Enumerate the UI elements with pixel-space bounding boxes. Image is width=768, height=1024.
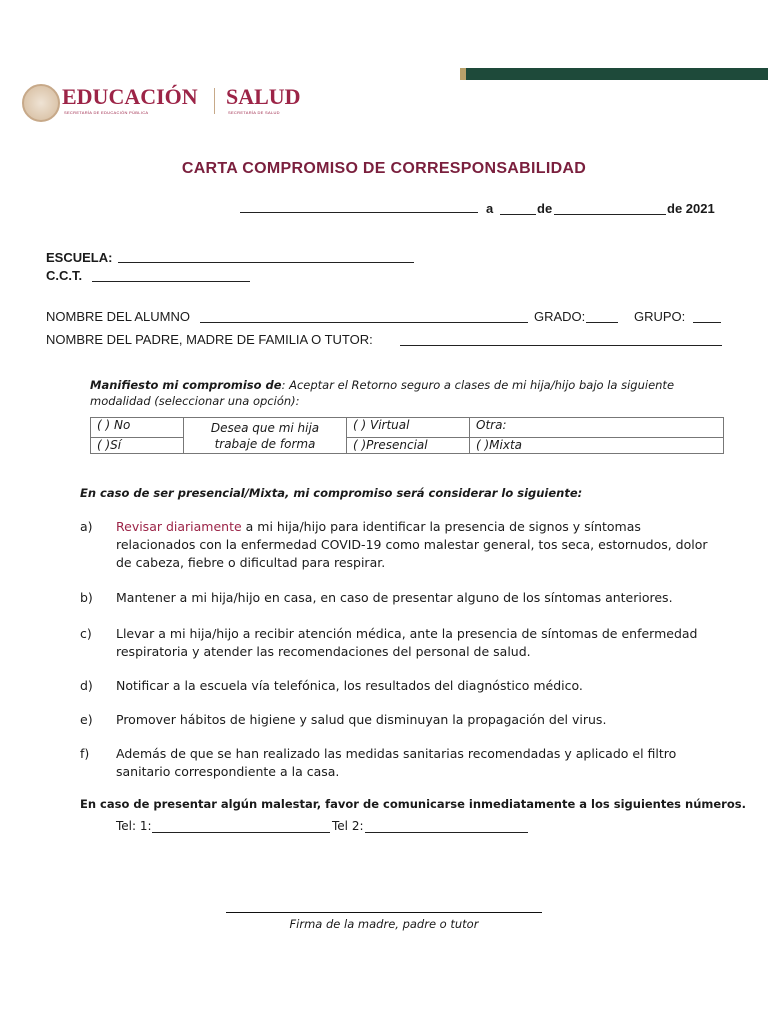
tel2-blank[interactable] xyxy=(365,832,528,833)
tel2-label: Tel 2: xyxy=(332,819,364,833)
item-text: a mi hija/hijo para identificar la presencia de signos y síntomas relacionados con la enfermedad COVID-19 como malestar general, tos seca, estornudos, dolor de cabeza, fiebre o dificultad para respirar. xyxy=(116,519,708,570)
education-logo-subtitle: SECRETARÍA DE EDUCACIÓN PÚBLICA xyxy=(64,110,149,115)
cct-blank[interactable] xyxy=(92,281,250,282)
list-item xyxy=(80,518,730,572)
date-de-label: de xyxy=(537,201,553,216)
option-otra[interactable]: Otra: xyxy=(470,418,724,438)
escuela-label: ESCUELA: xyxy=(46,250,113,265)
date-year-label: de 2021 xyxy=(667,201,715,216)
list-item xyxy=(80,711,730,729)
group-label: GRUPO: xyxy=(634,309,686,324)
presencial-heading: En caso de ser presencial/Mixta, mi compromiso será considerar lo siguiente: xyxy=(80,486,583,500)
option-presencial[interactable]: ( )Presencial xyxy=(347,438,470,454)
contact-heading: En caso de presentar algún malestar, favor de comunicarse inmediatamente a los siguientes números. xyxy=(80,797,746,811)
item-text: Notificar a la escuela vía telefónica, los resultados del diagnóstico médico. xyxy=(116,678,583,693)
tel1-blank[interactable] xyxy=(152,832,330,833)
item-text: Llevar a mi hija/hijo a recibir atención médica, ante la presencia de síntomas de enfermedad respiratoria y atender las recomendaciones del personal de salud. xyxy=(116,626,698,659)
commitment-line1: : Aceptar el Retorno seguro a clases de mi hija/hijo bajo la siguiente xyxy=(281,378,675,392)
item-letter: a) xyxy=(80,519,93,534)
option-no[interactable]: ( ) No xyxy=(91,418,184,438)
student-name-blank[interactable] xyxy=(200,322,528,323)
grade-label: GRADO: xyxy=(534,309,586,324)
health-logo-subtitle: SECRETARÍA DE SALUD xyxy=(228,110,280,115)
option-si[interactable]: ( )Sí xyxy=(91,438,184,454)
item-letter: e) xyxy=(80,712,93,727)
commitment-line2: modalidad (seleccionar una opción): xyxy=(90,394,300,408)
education-logo-text: EDUCACIÓN xyxy=(62,84,198,109)
tutor-name-blank[interactable] xyxy=(400,345,722,346)
list-item xyxy=(80,589,730,607)
tel1-label: Tel: 1: xyxy=(116,819,152,833)
grade-blank[interactable] xyxy=(586,322,618,323)
government-seal-icon xyxy=(22,84,60,122)
item-letter: f) xyxy=(80,746,90,761)
place-blank[interactable] xyxy=(240,212,478,213)
item-text: Mantener a mi hija/hijo en casa, en caso de presentar alguno de los síntomas anteriores. xyxy=(116,590,673,605)
item-highlight: Revisar diariamente xyxy=(116,519,242,534)
header-color-bar xyxy=(460,68,768,80)
item-letter: d) xyxy=(80,678,93,693)
escuela-blank[interactable] xyxy=(118,262,414,263)
group-blank[interactable] xyxy=(693,322,721,323)
option-virtual[interactable]: ( ) Virtual xyxy=(347,418,470,438)
item-text: Promover hábitos de higiene y salud que disminuyan la propagación del virus. xyxy=(116,712,607,727)
list-item xyxy=(80,677,730,695)
date-a-label: a xyxy=(486,201,494,216)
item-text: Además de que se han realizado las medidas sanitarias recomendadas y aplicado el filtro sanitario correspondiente a la casa. xyxy=(116,746,677,779)
month-blank[interactable] xyxy=(554,214,666,215)
student-name-label: NOMBRE DEL ALUMNO xyxy=(46,309,190,324)
header-bar-accent xyxy=(460,68,466,80)
list-item xyxy=(80,625,730,661)
commitment-text xyxy=(90,377,730,409)
item-letter: c) xyxy=(80,626,92,641)
modality-options-table xyxy=(90,417,724,454)
logo-divider xyxy=(214,88,215,114)
tutor-name-label: NOMBRE DEL PADRE, MADRE DE FAMILIA O TUTOR: xyxy=(46,332,373,347)
health-logo-text: SALUD xyxy=(226,84,301,109)
cct-label: C.C.T. xyxy=(46,268,83,283)
list-item xyxy=(80,745,730,781)
signature-line[interactable] xyxy=(226,912,542,913)
signature-caption: Firma de la madre, padre o tutor xyxy=(289,917,479,931)
item-letter: b) xyxy=(80,590,93,605)
option-mixta[interactable]: ( )Mixta xyxy=(470,438,724,454)
commitment-lead: Manifiesto mi compromiso de xyxy=(90,378,282,392)
day-blank[interactable] xyxy=(500,214,536,215)
option-desea-label: Desea que mi hija trabaje de forma xyxy=(184,418,347,454)
document-title: CARTA COMPROMISO DE CORRESPONSABILIDAD xyxy=(181,160,587,177)
